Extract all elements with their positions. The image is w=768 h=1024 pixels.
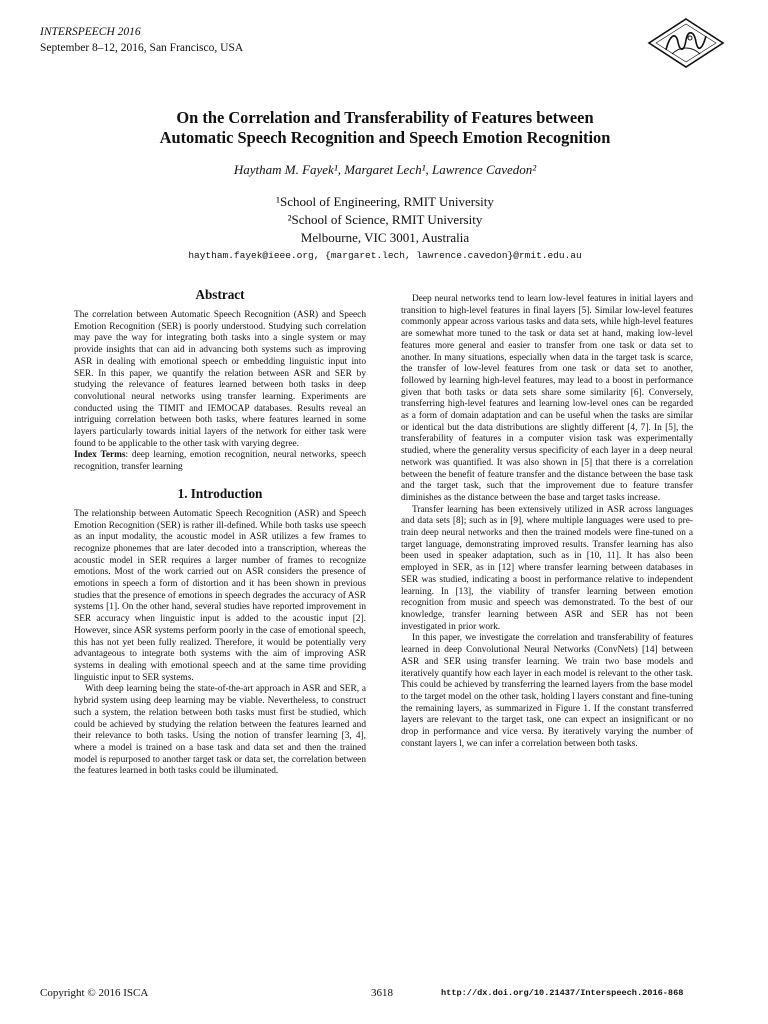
affiliation-1: ¹School of Engineering, RMIT University: [276, 194, 494, 209]
abstract-text: The correlation between Automatic Speech Recognition (ASR) and Speech Emotion Recognition (SER) is poorly understood. Studying such correlation may pave the way for integrating both tasks into a single system or may provide insights that can aid in advancing both systems such as improving ASR in dealing with emotional speech or embedding linguistic input into SER. In this paper, we quantify the relation between ASR and SER by studying the relevance of features learned between both tasks in deep convolutional neural networks using transfer learning. Experiments are conducted using the TIMIT and IEMOCAP databases. Results reveal an intriguing correlation between both tasks, where features learned in some layers particularly towards initial layers of the network for either task were found to be applicable to the other task with varying degree.: [74, 310, 366, 449]
introduction-heading: 1. Introduction: [177, 485, 263, 501]
left-column: [74, 287, 366, 778]
authors: Haytham M. Fayek¹, Margaret Lech¹, Lawrence Cavedon²: [233, 162, 537, 177]
index-terms-text: : deep learning, emotion recognition, neural networks, speech recognition, transfer learning: [74, 450, 367, 473]
affiliations: [40, 193, 730, 247]
intro-paragraph-3: Deep neural networks tend to learn low-level features in initial layers and transition to high-level features in final layers [5]. Similar low-level features commonly appear across various tasks and data sets, while high-level features are somewhat more tuned to the task or data set at hand, making low-level features more general and easier to transfer from one task or data set to another. In many situations, especially when data in the target task is scarce, the transfer of low-level features from one task or data set to another, followed by learning high-level features, may lead to a boost in performance given that both tasks or data sets share some similarity [6]. Conversely, transferring high-level features and learning low-level ones can be regarded as a form of domain adaptation and can be useful when the tasks are similar or identical but the data distributions are slightly different [4, 7]. In [5], the transferability of features in a computer vision task was experimentally studied, where the generality versus specificity of each layer in a deep neural network was quantified. It was also shown in [5] that there is a correlation between the benefit of feature transfer and the distance between the base task and the target task, such that the improvement due to feature transfer diminishes as the distance between the base and target tasks increase.: [401, 294, 693, 503]
title-line-2: Automatic Speech Recognition and Speech Emotion Recognition: [159, 128, 611, 147]
intro-paragraph-1: The relationship between Automatic Speech Recognition (ASR) and Speech Emotion Recognition (SER) is rather ill-defined. While both tasks use speech as an input modality, the acoustic model in ASR utilizes a few frames to recognize phonemes that are later decoded into a transcription, whereas the acoustic model in SER requires a larger number of frames to recognize emotions. Most of the work carried out on ASR considers the presence of emotions in speech a form of distortion and it has been shown in previous studies that the presence of emotions in speech degrades the accuracy of ASR systems [1]. On the other hand, several studies have reported improvement in SER accuracy when linguistic input is added to the acoustic input [2]. However, since ASR systems perform poorly in the case of emotional speech, this has not yet been fully realized. Therefore, it would be potentially very advantageous to integrate both systems with the aim of improving ASR systems in dealing with emotional speech and at the same time providing linguistic input to SER systems.: [74, 508, 366, 683]
index-terms-label: Index Terms: [74, 450, 126, 461]
intro-paragraph-4: Transfer learning has been extensively utilized in ASR across languages and data sets [8]; such as in [9], where multiple languages were used to pre-train deep neural networks and then the trained models were fine-tuned on a target language, demonstrating improved results. Transfer learning has also been used in speaker adaptation, such as in [10, 11]. It has also been employed in SER, as in [12] where transfer learning between databases in SER was studied, indicating a boost in performance relative to independent learning. In [13], the viability of transfer learning between emotion recognition from music and speech was demonstrated. To the best of our knowledge, transfer learning between ASR and SER has not been investigated in prior work.: [401, 504, 693, 632]
conference-header: [40, 24, 243, 56]
intro-paragraph-5: In this paper, we investigate the correlation and transferability of features learned in deep Convolutional Neural Networks (ConvNets) [14] between ASR and SER using transfer learning. We train two base models and iteratively quantify how each layer in each model is relevant to the other task. This could be achieved by transferring the learned layers from the base model to the target model on the other task, holding l layers constant and fine-tuning the remaining layers, as summarized in Figure 1. If the constant transferred layers are relevant to the target task, one can expect an insignificant or no drop in performance and vice versa. By iteratively varying the number of constant layers l, we can infer a correlation between both tasks.: [401, 633, 693, 749]
title-line-1: On the Correlation and Transferability of Features between: [176, 108, 594, 127]
right-column: [401, 294, 693, 750]
isca-logo-icon: [646, 16, 726, 70]
page-number: 3618: [371, 987, 393, 999]
intro-paragraph-2: With deep learning being the state-of-the-art approach in ASR and SER, a hybrid system using deep learning may be viable. Nevertheless, to construct such a system, the relation between both tasks must first be studied, which could be achieved by studying the relation between the features learned and their relevance to both tasks. Using the notion of transfer learning [3, 4], where a model is trained on a base task and data set and then the trained model is repurposed to another target task or data set, the correlation between the features learned in both tasks could be illuminated.: [74, 684, 366, 777]
affiliation-2: ²School of Science, RMIT University: [287, 212, 483, 227]
paper-title: [40, 108, 730, 148]
author-emails: haytham.fayek@ieee.org, {margaret.lech, lawrence.cavedon}@rmit.edu.au: [188, 250, 582, 261]
index-terms: [74, 450, 366, 473]
conference-dates: September 8–12, 2016, San Francisco, USA: [40, 42, 244, 54]
conference-name: INTERSPEECH 2016: [40, 26, 141, 38]
affiliation-3: Melbourne, VIC 3001, Australia: [300, 230, 470, 245]
doi-link[interactable]: http://dx.doi.org/10.21437/Interspeech.2016-868: [441, 988, 684, 998]
abstract-heading: Abstract: [195, 287, 245, 302]
copyright: Copyright © 2016 ISCA: [40, 987, 149, 999]
